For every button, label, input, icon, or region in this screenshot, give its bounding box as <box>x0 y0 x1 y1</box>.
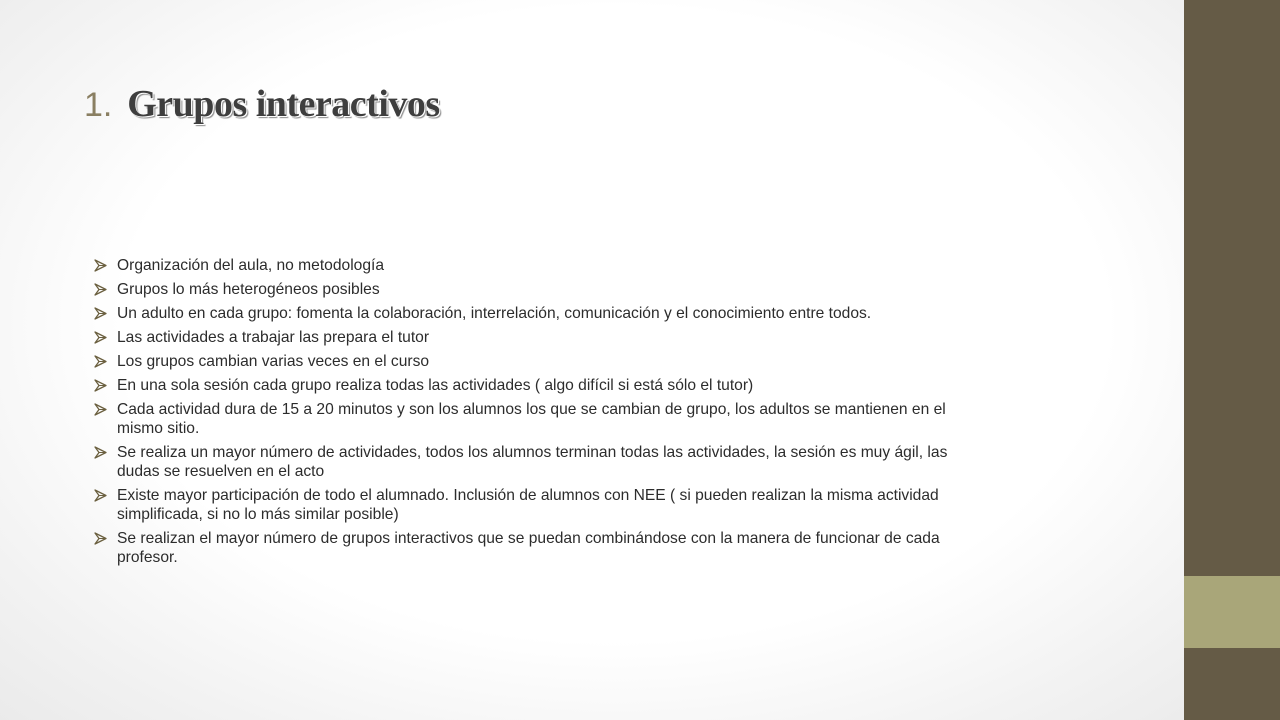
arrow-bullet-icon <box>94 307 107 320</box>
slide-title <box>84 80 440 129</box>
bullet-item <box>94 304 974 323</box>
bullet-text: Las actividades a trabajar las prepara el tutor <box>117 329 430 346</box>
bullet-text: Existe mayor participación de todo el alumnado. Inclusión de alumnos con NEE ( si pueden realizan la misma actividad simplificada, si no lo más similar posible) <box>117 487 939 523</box>
arrow-bullet-icon <box>94 489 107 502</box>
bullet-text: Se realizan el mayor número de grupos interactivos que se puedan combinándose con la manera de funcionar de cada profesor. <box>117 530 940 566</box>
bullet-item <box>94 443 974 481</box>
arrow-bullet-icon <box>94 532 107 545</box>
bullet-item <box>94 486 974 524</box>
sidebar-dark-band-bottom <box>1184 648 1280 720</box>
bullet-text: Los grupos cambian varias veces en el curso <box>117 353 430 370</box>
title-text: Grupos interactivos <box>127 83 440 125</box>
bullet-item <box>94 280 974 299</box>
arrow-bullet-icon <box>94 379 107 392</box>
arrow-bullet-icon <box>94 446 107 459</box>
arrow-bullet-icon <box>94 331 107 344</box>
bullet-text: En una sola sesión cada grupo realiza todas las actividades ( algo difícil si está sólo el tutor) <box>117 377 754 394</box>
decorative-sidebar <box>1184 0 1280 720</box>
arrow-bullet-icon <box>94 355 107 368</box>
bullet-text: Cada actividad dura de 15 a 20 minutos y son los alumnos los que se cambian de grupo, los adultos se mantienen en el mismo sitio. <box>117 401 946 437</box>
bullet-item <box>94 352 974 371</box>
sidebar-dark-band-top <box>1184 0 1280 576</box>
bullet-item <box>94 400 974 438</box>
bullet-item <box>94 256 974 275</box>
arrow-bullet-icon <box>94 403 107 416</box>
bullet-item <box>94 328 974 347</box>
bullet-text: Organización del aula, no metodología <box>117 257 385 274</box>
title-number: 1. <box>84 86 113 124</box>
bullet-item <box>94 376 974 395</box>
bullet-item <box>94 529 974 567</box>
bullet-text: Un adulto en cada grupo: fomenta la colaboración, interrelación, comunicación y el conocimiento entre todos. <box>117 305 872 322</box>
bullet-text: Se realiza un mayor número de actividades, todos los alumnos terminan todas las actividades, la sesión es muy ágil, las dudas se resuelven en el acto <box>117 444 948 480</box>
arrow-bullet-icon <box>94 283 107 296</box>
bullet-text: Grupos lo más heterogéneos posibles <box>117 281 380 298</box>
bullet-list <box>94 256 974 572</box>
arrow-bullet-icon <box>94 259 107 272</box>
sidebar-light-band <box>1184 576 1280 648</box>
